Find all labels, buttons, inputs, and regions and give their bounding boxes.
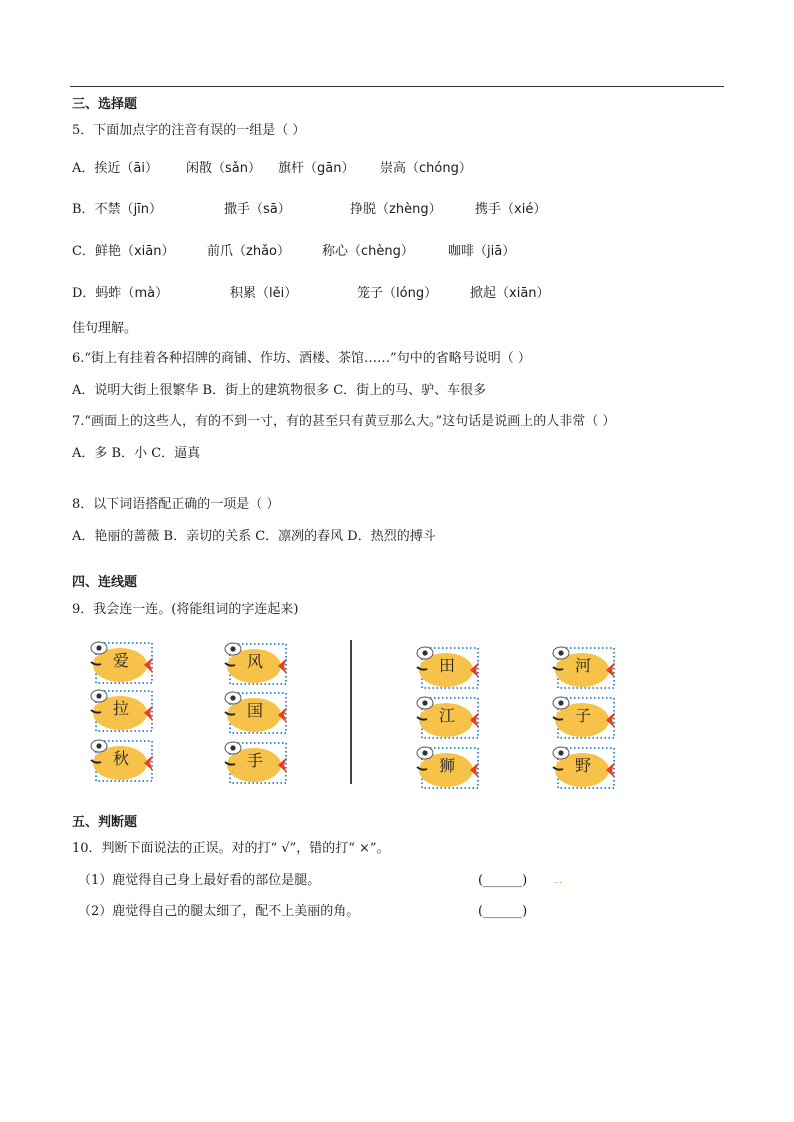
- q9-stem: 9．我会连一连。(将能组词的字连起来): [72, 602, 299, 617]
- section-note: 佳句理解。: [72, 321, 138, 336]
- q5-paren: ）: [533, 202, 547, 217]
- q5-word: 携手（: [475, 202, 515, 217]
- q5-paren: ）: [155, 286, 169, 301]
- q5-word: 前爪（: [207, 244, 247, 259]
- q5-paren: ）: [458, 161, 472, 176]
- fish-card-野[interactable]: [550, 745, 616, 789]
- q5-option-c-item-1: [72, 243, 174, 261]
- q5-paren: ）: [277, 202, 291, 217]
- fish-character: 国: [246, 701, 263, 720]
- q6-stem: 6.“街上有挂着各种招牌的商铺、作坊、酒楼、茶馆……”句中的省略号说明（ ）: [72, 351, 531, 366]
- fish-card-爱[interactable]: [88, 640, 154, 684]
- q5-pinyin: sǎn: [225, 161, 248, 176]
- fish-card-狮[interactable]: [414, 745, 480, 789]
- fish-character: 爱: [112, 651, 129, 670]
- fish-card-手[interactable]: [222, 740, 288, 784]
- q5-paren: ）: [277, 244, 291, 259]
- q5-word: 掀起（: [470, 286, 510, 301]
- q5-pinyin: jīn: [133, 202, 150, 217]
- q7-stem: 7.“画面上的这些人，有的不到一寸，有的甚至只有黄豆那么大。”这句话是说画上的人非常（ ）: [72, 414, 616, 429]
- q5-paren: ）: [400, 244, 414, 259]
- q5-pinyin: xié: [514, 202, 534, 217]
- q5-paren: ）: [424, 286, 438, 301]
- section-heading-choice: 三、选择题: [72, 97, 138, 112]
- q8-stem: 8．以下词语搭配正确的一项是（ ）: [72, 497, 280, 512]
- q5-pinyin: xiān: [133, 244, 162, 259]
- q5-option-d-item-2: [230, 285, 297, 303]
- fish-character: 风: [246, 652, 263, 671]
- q5-option-b-item-4: [475, 201, 546, 219]
- q5-word: C．鲜艳（: [72, 244, 134, 259]
- q5-pinyin: xiān: [509, 286, 537, 301]
- q5-stem: 5．下面加点字的注音有误的一组是（ ）: [72, 123, 306, 138]
- q10-stem: 10．判断下面说法的正误。对的打“ √”，错的打“ ×”。: [72, 841, 390, 856]
- q5-option-d-item-1: [72, 285, 168, 303]
- q5-paren: ）: [502, 244, 516, 259]
- q5-word: 旗杆（: [278, 161, 318, 176]
- q10-item-1: （1）鹿觉得自己身上最好看的部位是腿。: [78, 873, 321, 888]
- q5-option-a-item-2: [186, 160, 261, 178]
- q5-pinyin: lóng: [396, 286, 425, 301]
- fish-character: 狮: [438, 756, 455, 775]
- q5-option-b-item-2: [224, 201, 291, 219]
- q5-paren: ）: [144, 161, 158, 176]
- q5-option-c-item-4: [448, 243, 515, 261]
- q8-options: A．艳丽的蔷薇 B．亲切的关系 C．凛冽的春风 D．热烈的搏斗: [72, 529, 436, 544]
- fish-card-秋[interactable]: [88, 738, 154, 782]
- q5-pinyin: sā: [263, 202, 278, 217]
- q5-paren: ）: [284, 286, 298, 301]
- q5-option-b-item-3: [350, 201, 442, 219]
- q5-option-b-item-1: [72, 201, 162, 219]
- q5-pinyin: zhǎo: [246, 244, 277, 259]
- q5-word: 撒手（: [224, 202, 264, 217]
- q5-pinyin: lěi: [269, 286, 285, 301]
- q5-paren: ）: [248, 161, 262, 176]
- q5-word: 咖啡（: [448, 244, 488, 259]
- q5-option-a-item-3: [278, 160, 355, 178]
- q5-option-d-item-3: [357, 285, 437, 303]
- q5-option-c-item-3: [322, 243, 414, 261]
- q10-answer-blank-2[interactable]: (______): [478, 904, 528, 919]
- fish-card-河[interactable]: [550, 645, 616, 689]
- matching-divider: [350, 640, 352, 784]
- q5-paren: ）: [161, 244, 175, 259]
- q5-pinyin: āi: [133, 161, 145, 176]
- q6-options: A．说明大街上很繁华 B．街上的建筑物很多 C．街上的马、驴、车很多: [72, 383, 487, 398]
- q5-paren: ）: [149, 202, 163, 217]
- fish-character: 河: [574, 656, 591, 675]
- q5-word: B．不禁（: [72, 202, 134, 217]
- q5-paren: ）: [536, 286, 550, 301]
- q5-pinyin: chèng: [361, 244, 401, 259]
- q5-option-c-item-2: [207, 243, 290, 261]
- q5-paren: ）: [428, 202, 442, 217]
- q5-option-d-item-4: [470, 285, 550, 303]
- fish-card-田[interactable]: [414, 645, 480, 689]
- fish-card-江[interactable]: [414, 695, 480, 739]
- fish-card-拉[interactable]: [88, 688, 154, 732]
- fish-character: 江: [438, 706, 455, 725]
- q5-word: D．蚂蚱（: [72, 286, 135, 301]
- fish-card-国[interactable]: [222, 690, 288, 734]
- q5-pinyin: mà: [134, 286, 156, 301]
- q5-word: 积累（: [230, 286, 270, 301]
- q5-word: 挣脱（: [350, 202, 390, 217]
- fish-card-风[interactable]: [222, 641, 288, 685]
- fish-card-子[interactable]: [550, 695, 616, 739]
- fish-character: 手: [246, 751, 263, 770]
- fish-character: 田: [438, 656, 455, 675]
- q10-mark: ...: [554, 876, 562, 885]
- q10-item-2: （2）鹿觉得自己的腿太细了，配不上美丽的角。: [78, 904, 360, 919]
- header-rule: [70, 86, 724, 87]
- q5-word: 闲散（: [186, 161, 226, 176]
- q5-option-a-item-4: [380, 160, 472, 178]
- q7-options: A．多 B．小 C．逼真: [72, 446, 201, 461]
- q5-option-a-item-1: [72, 160, 158, 178]
- section-heading-matching: 四、连线题: [72, 575, 138, 590]
- fish-character: 野: [574, 756, 591, 775]
- q5-pinyin: chóng: [419, 161, 459, 176]
- q5-pinyin: jiā: [487, 244, 503, 259]
- q5-word: 称心（: [322, 244, 362, 259]
- fish-character: 子: [574, 706, 591, 725]
- q5-word: A．挨近（: [72, 161, 134, 176]
- q5-paren: ）: [341, 161, 355, 176]
- fish-character: 拉: [112, 699, 129, 718]
- q5-word: 笼子（: [357, 286, 397, 301]
- q10-answer-blank-1[interactable]: (______): [478, 873, 528, 888]
- section-heading-judge: 五、判断题: [72, 815, 138, 830]
- fish-character: 秋: [112, 749, 129, 768]
- q5-pinyin: zhèng: [389, 202, 429, 217]
- q5-pinyin: gān: [317, 161, 342, 176]
- q5-word: 崇高（: [380, 161, 420, 176]
